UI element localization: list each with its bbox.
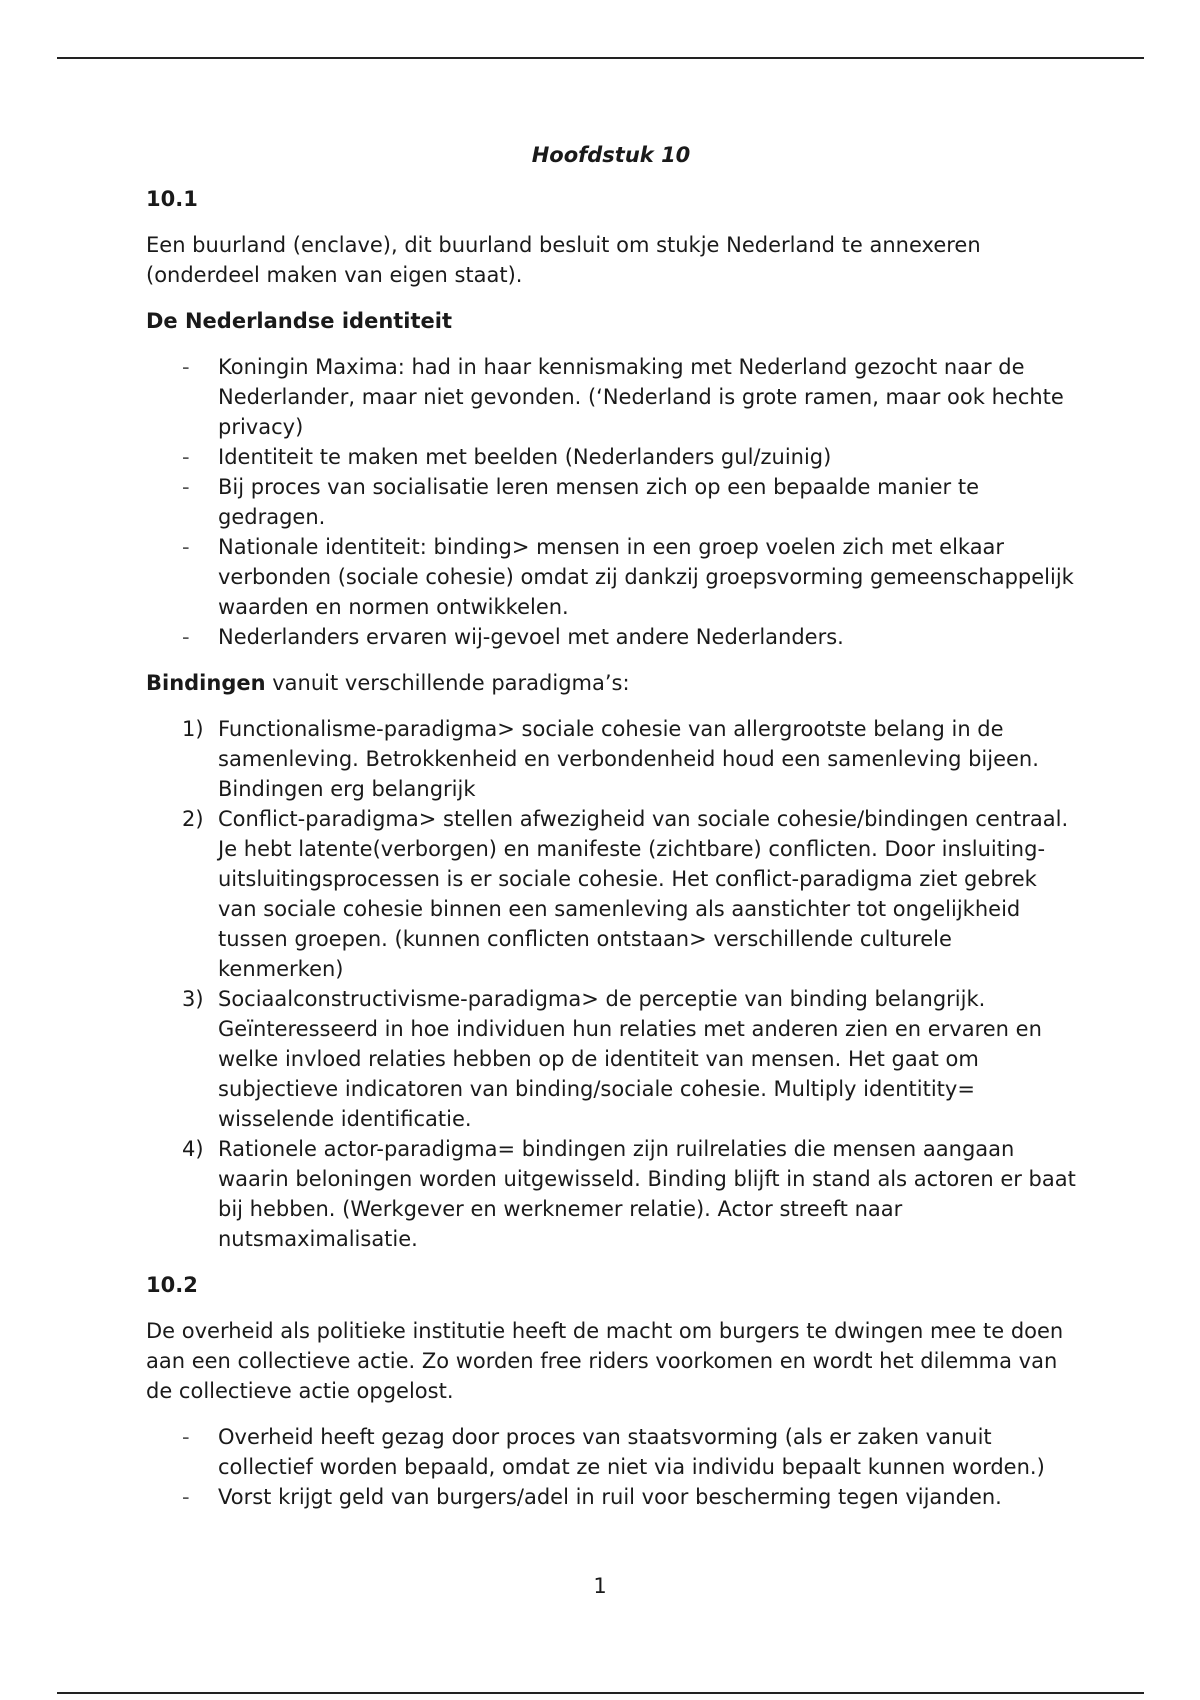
footer-rule	[57, 1692, 1144, 1694]
list-item-text: Koningin Maxima: had in haar kennismaking met Nederland gezocht naar de Nederlander, maar niet gevonden. (‘Nederland is grote ramen, maar ook hechte privacy)	[218, 355, 1064, 439]
bullet-dash: -	[182, 535, 190, 559]
section-number-10-2: 10.2	[146, 1273, 198, 1297]
list-number: 3)	[182, 987, 204, 1011]
bullet-dash: -	[182, 1485, 190, 1509]
list-number: 2)	[182, 807, 204, 831]
list-item-text: Overheid heeft gezag door proces van staatsvorming (als er zaken vanuit collectief worden bepaald, omdat ze niet via individu bepaalt kunnen worden.)	[218, 1425, 1045, 1479]
bullet-dash: -	[182, 1425, 190, 1449]
bindings-intro	[146, 668, 1076, 698]
list-number: 1)	[182, 717, 204, 741]
bindings-label: Bindingen	[146, 671, 266, 695]
section-10-1-intro: Een buurland (enclave), dit buurland besluit om stukje Nederland te annexeren (onderdeel maken van eigen staat).	[146, 233, 981, 287]
page-number: 1	[593, 1574, 607, 1598]
list-item-text: Nederlanders ervaren wij-gevoel met andere Nederlanders.	[218, 625, 844, 649]
list-item	[146, 1482, 1076, 1512]
bullet-dash: -	[182, 475, 190, 499]
government-list	[146, 1422, 1076, 1512]
list-item	[146, 984, 1076, 1134]
chapter-title: Hoofdstuk 10	[531, 143, 691, 167]
list-item-text: Vorst krijgt geld van burgers/adel in ruil voor bescherming tegen vijanden.	[218, 1485, 1002, 1509]
list-item-text: Functionalisme-paradigma> sociale cohesie van allergrootste belang in de samenleving. Betrokkenheid en verbondenheid houd een samenleving bijeen. Bindingen erg belangrijk	[218, 717, 1039, 801]
header-rule	[57, 57, 1144, 59]
identity-list	[146, 352, 1076, 652]
list-item-text: Identiteit te maken met beelden (Nederlanders gul/zuinig)	[218, 445, 832, 469]
list-item-text: Bij proces van socialisatie leren mensen zich op een bepaalde manier te gedragen.	[218, 475, 980, 529]
list-number: 4)	[182, 1137, 204, 1161]
list-item	[146, 442, 1076, 472]
list-item	[146, 352, 1076, 442]
bindings-rest: vanuit verschillende paradigma’s:	[265, 671, 630, 695]
list-item-text: Nationale identiteit: binding> mensen in een groep voelen zich met elkaar verbonden (sociale cohesie) omdat zij dankzij groepsvorming gemeenschappelijk waarden en normen ontwikkelen.	[218, 535, 1074, 619]
list-item	[146, 1134, 1076, 1254]
list-item-text: Rationele actor-paradigma= bindingen zijn ruilrelaties die mensen aangaan waarin beloningen worden uitgewisseld. Binding blijft in stand als actoren er baat bij hebben. (Werkgever en werknemer relatie). Actor streeft naar nutsmaximalisatie.	[218, 1137, 1076, 1251]
list-item	[146, 532, 1076, 622]
list-item-text: Sociaalconstructivisme-paradigma> de perceptie van binding belangrijk. Geïnteresseerd in hoe individuen hun relaties met anderen zien en ervaren en welke invloed relaties hebben op de identiteit van mensen. Het gaat om subjectieve indicatoren van binding/sociale cohesie. Multiply identitity= wisselende identificatie.	[218, 987, 1042, 1131]
list-item	[146, 714, 1076, 804]
list-item	[146, 622, 1076, 652]
list-item-text: Conflict-paradigma> stellen afwezigheid van sociale cohesie/bindingen centraal. Je hebt latente(verborgen) en manifeste (zichtbare) conflicten. Door insluiting- uitsluitingsprocessen is er sociale cohesie. Het conflict-paradigma ziet gebrek van sociale cohesie binnen een samenleving als aanstichter tot ongelijkheid tussen groepen. (kunnen conflicten ontstaan> verschillende culturele kenmerken)	[218, 807, 1069, 981]
list-item	[146, 804, 1076, 984]
bullet-dash: -	[182, 625, 190, 649]
list-item	[146, 472, 1076, 532]
document-body	[146, 140, 1076, 1528]
bullet-dash: -	[182, 445, 190, 469]
paradigm-list	[146, 714, 1076, 1254]
identity-heading: De Nederlandse identiteit	[146, 309, 453, 333]
list-item	[146, 1422, 1076, 1482]
bullet-dash: -	[182, 355, 190, 379]
section-number-10-1: 10.1	[146, 187, 198, 211]
section-10-2-intro: De overheid als politieke institutie heeft de macht om burgers te dwingen mee te doen aan een collectieve actie. Zo worden free riders voorkomen en wordt het dilemma van de collectieve actie opgelost.	[146, 1319, 1064, 1403]
